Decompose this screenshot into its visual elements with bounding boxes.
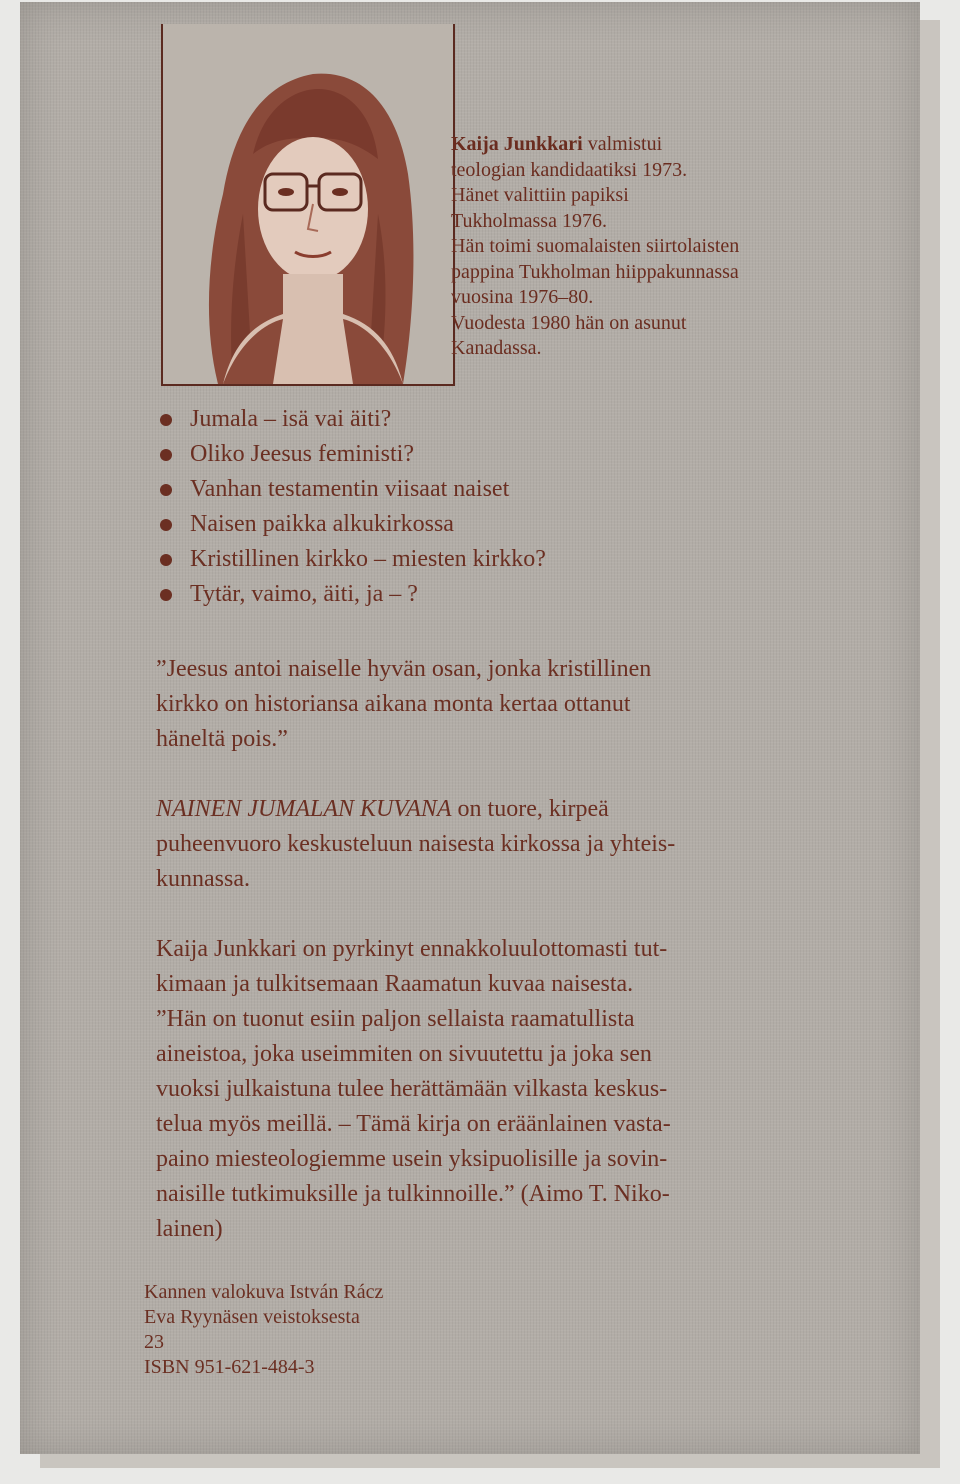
bullet-icon: [160, 519, 172, 531]
quote-line: kirkko on historiansa aikana monta kertaa ottanut: [156, 691, 631, 717]
description-paragraph: [156, 792, 856, 897]
topic-text: Naisen paikka alkukirkossa: [190, 511, 454, 537]
bullet-icon: [160, 484, 172, 496]
book-back-cover: [20, 2, 920, 1454]
topic-text: Jumala – isä vai äiti?: [190, 406, 392, 432]
credits-block: [144, 1280, 644, 1380]
bio-line: pappina Tukholman hiippakunnassa: [451, 260, 739, 283]
review-line: aineistoa, joka useimmiten on sivuutettu ja joka sen: [156, 1041, 652, 1067]
topic-text: Tytär, vaimo, äiti, ja – ?: [190, 581, 418, 607]
review-line: naisille tutkimuksille ja tulkinnoille.” (Aimo T. Niko-: [156, 1181, 670, 1207]
bio-line: Vuodesta 1980 hän on asunut: [451, 311, 687, 334]
bio-line: teologian kandidaatiksi 1973.: [451, 158, 688, 181]
bullet-icon: [160, 449, 172, 461]
review-line: vuoksi julkaistuna tulee herättämään vilkasta keskus-: [156, 1076, 668, 1102]
topic-item: [160, 542, 860, 577]
topic-item: [160, 472, 860, 507]
review-line: ”Hän on tuonut esiin paljon sellaista raamatullista: [156, 1006, 635, 1032]
bio-line: Hänet valittiin papiksi: [451, 184, 629, 206]
review-line: kimaan ja tulkitsemaan Raamatun kuvaa naisesta.: [156, 971, 634, 997]
quote-line: häneltä pois.”: [156, 726, 288, 752]
isbn: ISBN 951-621-484-3: [144, 1356, 315, 1378]
review-paragraph: [156, 932, 856, 1247]
topic-item: [160, 402, 860, 437]
topic-item: [160, 437, 860, 472]
bio-line: Kanadassa.: [451, 337, 542, 359]
bullet-icon: [160, 554, 172, 566]
review-line: lainen): [156, 1216, 223, 1242]
series-number: 23: [144, 1331, 164, 1353]
author-name: Kaija Junkkari: [451, 133, 583, 155]
review-line: Kaija Junkkari on pyrkinyt ennakkoluulottomasti tut-: [156, 936, 668, 962]
topic-text: Vanhan testamentin viisaat naiset: [190, 476, 510, 502]
topic-item: [160, 577, 860, 612]
description-line: kunnassa.: [156, 866, 250, 892]
quote-paragraph: [156, 652, 856, 757]
quote-line: ”Jeesus antoi naiselle hyvän osan, jonka kristillinen: [156, 656, 652, 682]
bio-line: Tukholmassa 1976.: [451, 209, 607, 232]
author-photo: [161, 24, 455, 386]
description-first-line: [156, 792, 856, 827]
bio-line: Hän toimi suomalaisten siirtolaisten: [451, 235, 740, 257]
cover-photo-credit: Kannen valokuva István Rácz: [144, 1281, 384, 1303]
bullet-icon: [160, 589, 172, 601]
review-line: paino miesteologiemme usein yksipuolisille ja sovin-: [156, 1146, 668, 1172]
bio-line: vuosina 1976–80.: [451, 286, 594, 308]
topic-text: Kristillinen kirkko – miesten kirkko?: [190, 546, 546, 572]
review-line: telua myös meillä. – Tämä kirja on eräänlainen vasta-: [156, 1111, 671, 1137]
description-line: puheenvuoro keskusteluun naisesta kirkossa ja yhteis-: [156, 831, 676, 857]
book-title: NAINEN JUMALAN KUVANA: [156, 796, 452, 822]
topic-text: Oliko Jeesus feministi?: [190, 441, 414, 467]
bio-first-line-rest: valmistui: [582, 133, 663, 155]
description-first-line-rest: on tuore, kirpeä: [451, 796, 609, 822]
bullet-icon: [160, 414, 172, 426]
topic-item: [160, 507, 860, 542]
topic-list: [160, 402, 860, 612]
sculpture-credit: Eva Ryynäsen veistoksesta: [144, 1306, 360, 1328]
bio-first-line: [451, 132, 851, 158]
author-bio: [451, 132, 851, 362]
